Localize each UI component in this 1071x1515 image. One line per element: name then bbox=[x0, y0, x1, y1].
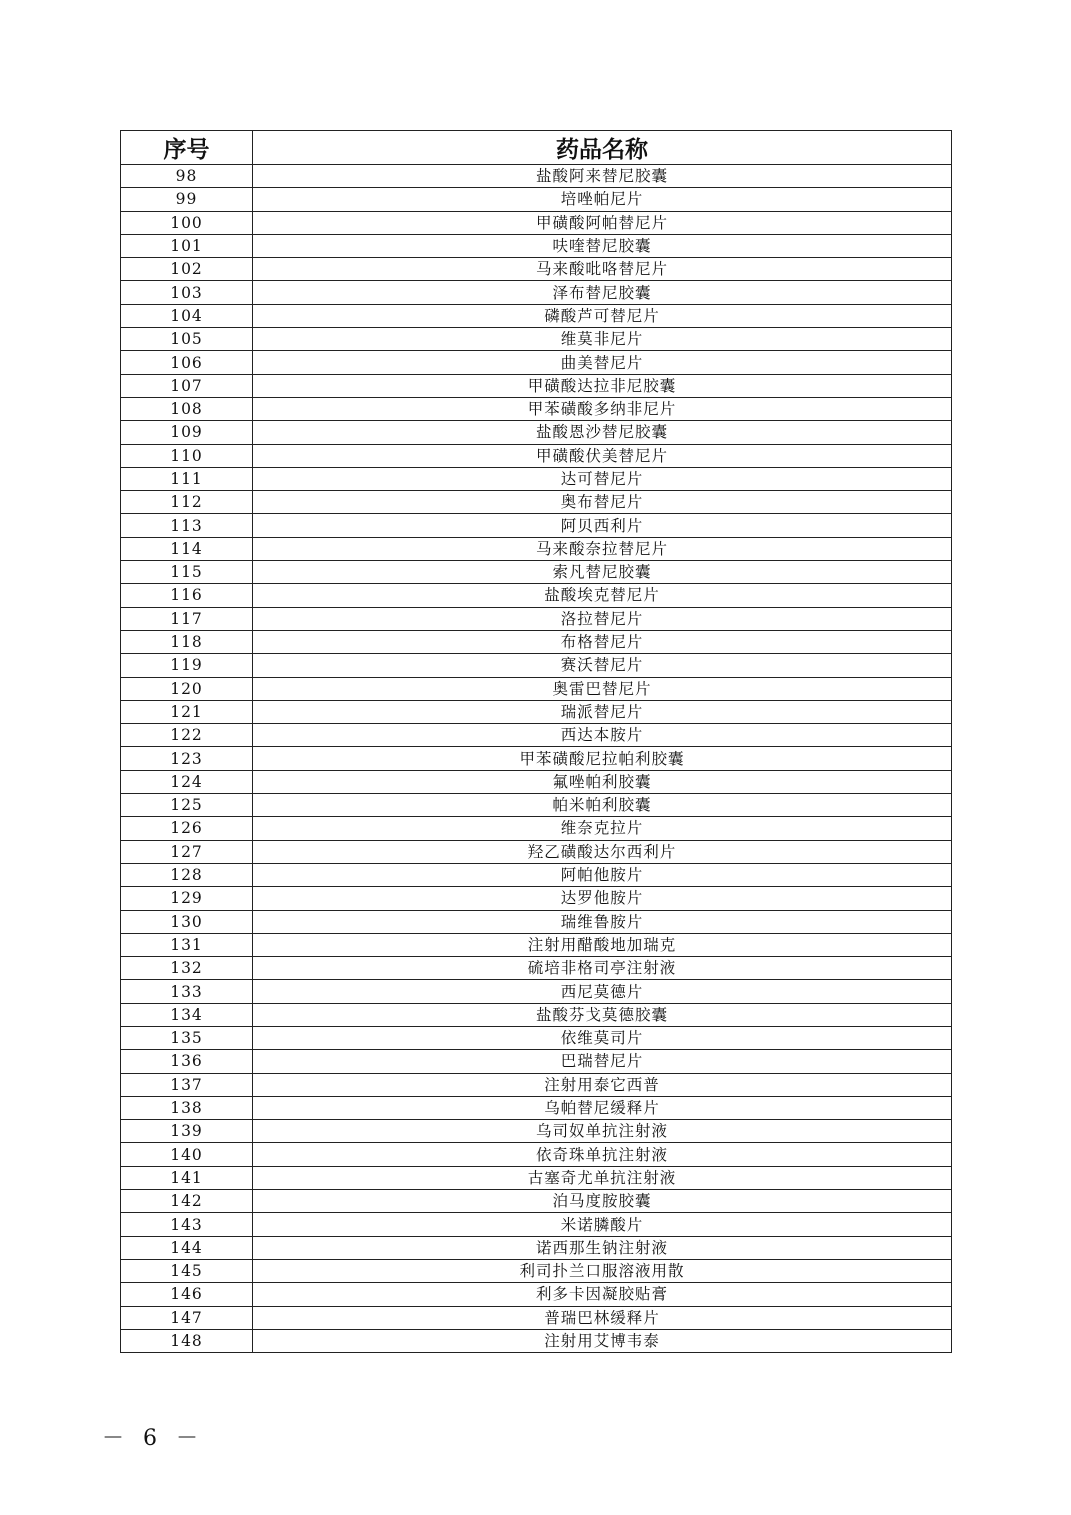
drug-name-cell: 培唑帕尼片 bbox=[253, 188, 952, 211]
table-row bbox=[121, 1003, 952, 1026]
drug-name-cell: 盐酸恩沙替尼胶囊 bbox=[253, 421, 952, 444]
serial-number-cell: 142 bbox=[121, 1190, 253, 1213]
drug-name-cell: 马来酸奈拉替尼片 bbox=[253, 537, 952, 560]
table-row bbox=[121, 840, 952, 863]
page-number: － 6 － bbox=[102, 1426, 204, 1451]
table-row bbox=[121, 887, 952, 910]
serial-number-cell: 139 bbox=[121, 1120, 253, 1143]
table-row bbox=[121, 1306, 952, 1329]
table-row bbox=[121, 957, 952, 980]
table-row bbox=[121, 1096, 952, 1119]
serial-number-cell: 125 bbox=[121, 794, 253, 817]
drug-name-cell: 米诺膦酸片 bbox=[253, 1213, 952, 1236]
table-row bbox=[121, 863, 952, 886]
serial-number-cell: 98 bbox=[121, 165, 253, 188]
table-row bbox=[121, 1213, 952, 1236]
table-row bbox=[121, 630, 952, 653]
serial-number-cell: 119 bbox=[121, 654, 253, 677]
serial-number-cell: 100 bbox=[121, 211, 253, 234]
serial-number-cell: 115 bbox=[121, 561, 253, 584]
table-body bbox=[121, 165, 952, 1353]
serial-number-cell: 124 bbox=[121, 770, 253, 793]
table-row bbox=[121, 584, 952, 607]
drug-name-cell: 甲磺酸伏美替尼片 bbox=[253, 444, 952, 467]
serial-number-cell: 107 bbox=[121, 374, 253, 397]
drug-name-cell: 利多卡因凝胶贴膏 bbox=[253, 1283, 952, 1306]
drug-name-cell: 甲磺酸阿帕替尼片 bbox=[253, 211, 952, 234]
drug-name-cell: 维奈克拉片 bbox=[253, 817, 952, 840]
serial-number-cell: 146 bbox=[121, 1283, 253, 1306]
serial-number-cell: 133 bbox=[121, 980, 253, 1003]
serial-number-cell: 130 bbox=[121, 910, 253, 933]
serial-number-cell: 140 bbox=[121, 1143, 253, 1166]
serial-number-cell: 141 bbox=[121, 1166, 253, 1189]
serial-number-cell: 101 bbox=[121, 234, 253, 257]
serial-number-cell: 108 bbox=[121, 397, 253, 420]
serial-number-cell: 126 bbox=[121, 817, 253, 840]
drug-name-cell: 西尼莫德片 bbox=[253, 980, 952, 1003]
table-row bbox=[121, 1073, 952, 1096]
table-row bbox=[121, 421, 952, 444]
serial-number-cell: 147 bbox=[121, 1306, 253, 1329]
drug-name-cell: 呋喹替尼胶囊 bbox=[253, 234, 952, 257]
drug-name-cell: 索凡替尼胶囊 bbox=[253, 561, 952, 584]
table-row bbox=[121, 1120, 952, 1143]
drug-name-cell: 巴瑞替尼片 bbox=[253, 1050, 952, 1073]
table-row bbox=[121, 1259, 952, 1282]
drug-name-cell: 盐酸埃克替尼片 bbox=[253, 584, 952, 607]
table-row bbox=[121, 1143, 952, 1166]
serial-number-cell: 148 bbox=[121, 1329, 253, 1352]
table-row bbox=[121, 1190, 952, 1213]
drug-name-cell: 西达本胺片 bbox=[253, 724, 952, 747]
serial-number-cell: 121 bbox=[121, 700, 253, 723]
serial-number-cell: 103 bbox=[121, 281, 253, 304]
table-row bbox=[121, 747, 952, 770]
serial-number-cell: 114 bbox=[121, 537, 253, 560]
serial-number-cell: 116 bbox=[121, 584, 253, 607]
drug-name-cell: 氟唑帕利胶囊 bbox=[253, 770, 952, 793]
drug-name-cell: 普瑞巴林缓释片 bbox=[253, 1306, 952, 1329]
table-row bbox=[121, 654, 952, 677]
drug-name-cell: 诺西那生钠注射液 bbox=[253, 1236, 952, 1259]
table-row bbox=[121, 374, 952, 397]
drug-name-cell: 依奇珠单抗注射液 bbox=[253, 1143, 952, 1166]
serial-number-cell: 117 bbox=[121, 607, 253, 630]
serial-number-cell: 131 bbox=[121, 933, 253, 956]
table-row bbox=[121, 1283, 952, 1306]
header-drug-name: 药品名称 bbox=[253, 131, 952, 165]
drug-name-cell: 甲磺酸达拉非尼胶囊 bbox=[253, 374, 952, 397]
table-row bbox=[121, 817, 952, 840]
serial-number-cell: 138 bbox=[121, 1096, 253, 1119]
drug-name-cell: 依维莫司片 bbox=[253, 1026, 952, 1049]
serial-number-cell: 137 bbox=[121, 1073, 253, 1096]
drug-name-cell: 泽布替尼胶囊 bbox=[253, 281, 952, 304]
table-row bbox=[121, 980, 952, 1003]
table-row bbox=[121, 444, 952, 467]
drug-name-cell: 注射用醋酸地加瑞克 bbox=[253, 933, 952, 956]
table-row bbox=[121, 561, 952, 584]
serial-number-cell: 105 bbox=[121, 328, 253, 351]
table-row bbox=[121, 351, 952, 374]
table-header-row bbox=[121, 131, 952, 165]
serial-number-cell: 111 bbox=[121, 467, 253, 490]
serial-number-cell: 109 bbox=[121, 421, 253, 444]
table-row bbox=[121, 397, 952, 420]
drug-name-cell: 乌司奴单抗注射液 bbox=[253, 1120, 952, 1143]
serial-number-cell: 136 bbox=[121, 1050, 253, 1073]
drug-name-cell: 马来酸吡咯替尼片 bbox=[253, 258, 952, 281]
serial-number-cell: 129 bbox=[121, 887, 253, 910]
serial-number-cell: 104 bbox=[121, 304, 253, 327]
table-row bbox=[121, 910, 952, 933]
drug-name-cell: 羟乙磺酸达尔西利片 bbox=[253, 840, 952, 863]
drug-name-cell: 瑞派替尼片 bbox=[253, 700, 952, 723]
drug-name-cell: 赛沃替尼片 bbox=[253, 654, 952, 677]
serial-number-cell: 110 bbox=[121, 444, 253, 467]
drug-name-cell: 帕米帕利胶囊 bbox=[253, 794, 952, 817]
table-row bbox=[121, 607, 952, 630]
drug-name-cell: 布格替尼片 bbox=[253, 630, 952, 653]
drug-name-cell: 盐酸芬戈莫德胶囊 bbox=[253, 1003, 952, 1026]
header-serial-number: 序号 bbox=[121, 131, 253, 165]
drug-name-cell: 阿贝西利片 bbox=[253, 514, 952, 537]
table-row bbox=[121, 724, 952, 747]
serial-number-cell: 112 bbox=[121, 491, 253, 514]
drug-name-cell: 瑞维鲁胺片 bbox=[253, 910, 952, 933]
serial-number-cell: 118 bbox=[121, 630, 253, 653]
drug-list-table bbox=[120, 130, 952, 1353]
drug-name-cell: 奥雷巴替尼片 bbox=[253, 677, 952, 700]
table-row bbox=[121, 165, 952, 188]
drug-name-cell: 甲苯磺酸尼拉帕利胶囊 bbox=[253, 747, 952, 770]
drug-name-cell: 泊马度胺胶囊 bbox=[253, 1190, 952, 1213]
serial-number-cell: 145 bbox=[121, 1259, 253, 1282]
drug-name-cell: 古塞奇尤单抗注射液 bbox=[253, 1166, 952, 1189]
drug-name-cell: 阿帕他胺片 bbox=[253, 863, 952, 886]
drug-name-cell: 达罗他胺片 bbox=[253, 887, 952, 910]
table-row bbox=[121, 234, 952, 257]
table-row bbox=[121, 933, 952, 956]
table-row bbox=[121, 514, 952, 537]
table-row bbox=[121, 1166, 952, 1189]
serial-number-cell: 102 bbox=[121, 258, 253, 281]
serial-number-cell: 132 bbox=[121, 957, 253, 980]
drug-name-cell: 磷酸芦可替尼片 bbox=[253, 304, 952, 327]
serial-number-cell: 122 bbox=[121, 724, 253, 747]
drug-name-cell: 达可替尼片 bbox=[253, 467, 952, 490]
drug-name-cell: 利司扑兰口服溶液用散 bbox=[253, 1259, 952, 1282]
serial-number-cell: 113 bbox=[121, 514, 253, 537]
table-row bbox=[121, 211, 952, 234]
drug-name-cell: 曲美替尼片 bbox=[253, 351, 952, 374]
drug-name-cell: 洛拉替尼片 bbox=[253, 607, 952, 630]
serial-number-cell: 135 bbox=[121, 1026, 253, 1049]
drug-name-cell: 乌帕替尼缓释片 bbox=[253, 1096, 952, 1119]
drug-name-cell: 硫培非格司亭注射液 bbox=[253, 957, 952, 980]
table-row bbox=[121, 794, 952, 817]
drug-name-cell: 维莫非尼片 bbox=[253, 328, 952, 351]
table-row bbox=[121, 258, 952, 281]
drug-name-cell: 盐酸阿来替尼胶囊 bbox=[253, 165, 952, 188]
table-row bbox=[121, 1050, 952, 1073]
table-row bbox=[121, 770, 952, 793]
drug-name-cell: 注射用艾博韦泰 bbox=[253, 1329, 952, 1352]
serial-number-cell: 123 bbox=[121, 747, 253, 770]
drug-name-cell: 甲苯磺酸多纳非尼片 bbox=[253, 397, 952, 420]
serial-number-cell: 144 bbox=[121, 1236, 253, 1259]
serial-number-cell: 106 bbox=[121, 351, 253, 374]
table-row bbox=[121, 281, 952, 304]
table-row bbox=[121, 677, 952, 700]
serial-number-cell: 143 bbox=[121, 1213, 253, 1236]
table-row bbox=[121, 1236, 952, 1259]
serial-number-cell: 127 bbox=[121, 840, 253, 863]
drug-name-cell: 奥布替尼片 bbox=[253, 491, 952, 514]
table-row bbox=[121, 467, 952, 490]
table-row bbox=[121, 304, 952, 327]
table-row bbox=[121, 700, 952, 723]
table-row bbox=[121, 328, 952, 351]
table-row bbox=[121, 1026, 952, 1049]
table-row bbox=[121, 491, 952, 514]
serial-number-cell: 128 bbox=[121, 863, 253, 886]
table-row bbox=[121, 1329, 952, 1352]
drug-name-cell: 注射用泰它西普 bbox=[253, 1073, 952, 1096]
serial-number-cell: 134 bbox=[121, 1003, 253, 1026]
table-row bbox=[121, 537, 952, 560]
serial-number-cell: 120 bbox=[121, 677, 253, 700]
table-row bbox=[121, 188, 952, 211]
serial-number-cell: 99 bbox=[121, 188, 253, 211]
